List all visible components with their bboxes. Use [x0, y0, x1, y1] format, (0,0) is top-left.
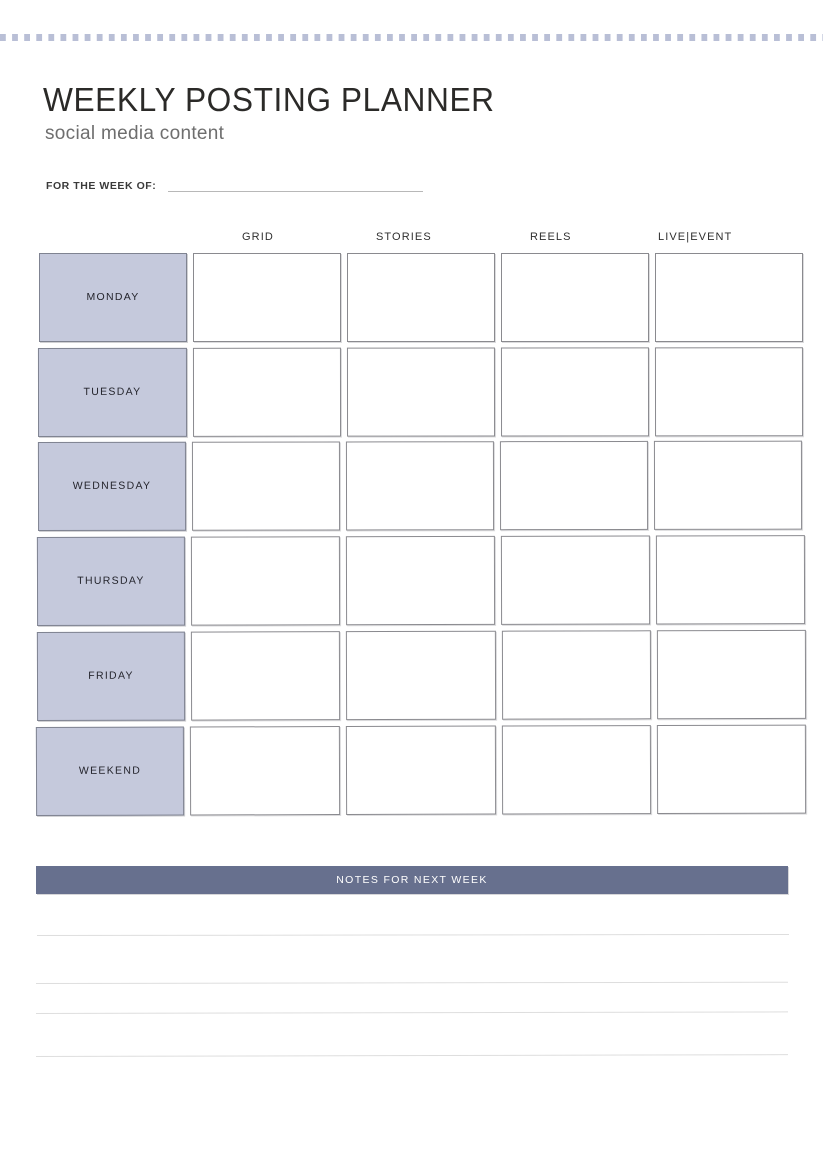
column-header-live-event: LIVE|EVENT — [658, 231, 733, 243]
planner-slot[interactable] — [193, 348, 341, 437]
notes-heading-bar — [36, 866, 788, 894]
day-label: FRIDAY — [88, 669, 134, 683]
column-header-grid: GRID — [242, 231, 274, 243]
day-label: MONDAY — [86, 291, 140, 304]
planner-slot[interactable] — [502, 725, 651, 814]
page-subtitle: social media content — [45, 123, 225, 144]
planner-slot[interactable] — [501, 536, 650, 625]
planner-slot[interactable] — [193, 253, 341, 342]
planner-slot[interactable] — [657, 725, 806, 814]
planner-row — [37, 630, 806, 721]
planner-slot[interactable] — [501, 253, 649, 342]
planner-slot[interactable] — [191, 631, 340, 720]
planner-slot[interactable] — [501, 347, 649, 436]
day-label-cell — [37, 537, 185, 626]
planner-slot[interactable] — [346, 536, 495, 625]
day-label-cell — [38, 442, 186, 531]
column-header-reels: REELS — [530, 231, 572, 243]
planner-slot[interactable] — [347, 348, 495, 437]
planner-slot[interactable] — [655, 347, 803, 436]
planner-slot[interactable] — [347, 253, 495, 342]
planner-slot[interactable] — [500, 441, 648, 530]
planner-row — [37, 535, 805, 626]
day-label-cell — [39, 253, 187, 342]
day-label-cell — [37, 632, 185, 721]
planner-slot[interactable] — [346, 631, 496, 720]
day-label: THURSDAY — [77, 574, 145, 588]
planner-row — [36, 725, 806, 816]
column-header-stories: STORIES — [376, 231, 432, 243]
planner-slot[interactable] — [655, 253, 803, 342]
day-label: WEEKEND — [78, 764, 142, 778]
planner-slot[interactable] — [502, 630, 651, 719]
day-label-cell — [36, 727, 184, 816]
planner-slot[interactable] — [346, 726, 496, 815]
week-of-label: FOR THE WEEK OF: — [46, 180, 157, 192]
day-label: WEDNESDAY — [72, 480, 152, 493]
planner-slot[interactable] — [657, 630, 806, 719]
planner-slot[interactable] — [654, 441, 802, 530]
planner-slot[interactable] — [192, 441, 340, 530]
planner-slot[interactable] — [191, 536, 340, 625]
day-label: TUESDAY — [83, 386, 142, 399]
notes-heading-label: NOTES FOR NEXT WEEK — [336, 873, 488, 886]
planner-row — [38, 347, 803, 437]
planner-slot[interactable] — [190, 726, 340, 815]
planner-slot[interactable] — [346, 441, 494, 530]
planner-row — [38, 441, 802, 531]
planner-slot[interactable] — [656, 535, 805, 624]
planner-row — [39, 253, 803, 342]
page-title: WEEKLY POSTING PLANNER — [43, 81, 495, 118]
day-label-cell — [38, 348, 187, 437]
